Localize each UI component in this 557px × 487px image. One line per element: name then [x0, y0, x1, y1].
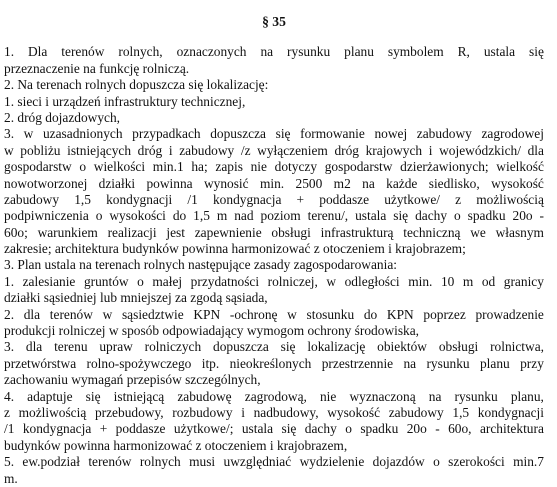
word: /1: [4, 421, 15, 437]
word: upraw: [99, 339, 133, 355]
text-line: 2. Na terenach rolnych dopuszcza się lokalizację:: [4, 77, 269, 93]
word: z: [4, 405, 10, 420]
word: o: [433, 454, 440, 470]
word: 1,5: [74, 191, 91, 207]
word: przebudowy,: [94, 405, 164, 420]
word: się: [275, 126, 291, 142]
word: -: [435, 421, 440, 437]
word: uwzględniać: [223, 454, 292, 470]
text-line: produkcji rolniczej w sposób odpowiadający wymogom ochrony środowiska,: [4, 323, 420, 339]
text-line: [4, 339, 544, 355]
word: Dla: [28, 44, 48, 60]
word: zapewnienie: [194, 224, 262, 240]
word: /1: [187, 191, 198, 207]
word: poziom: [260, 208, 301, 224]
word: o: [95, 208, 103, 224]
word: się: [393, 208, 409, 224]
word: zalesianie: [22, 273, 76, 289]
word: gruntów: [83, 273, 129, 289]
word: uzasadnionych: [42, 126, 123, 142]
text-line: działki sąsiedniej lub mniejszej za zgodą sąsiada,: [4, 290, 268, 306]
word: każde: [386, 175, 418, 191]
word: obsługi: [271, 224, 311, 240]
word: planu: [479, 355, 510, 371]
word: się: [281, 421, 297, 437]
word: zagrodową,: [244, 388, 307, 404]
word: gospodarstw: [4, 159, 72, 175]
word: na: [362, 175, 375, 191]
word: wysokość: [327, 405, 381, 420]
text-line: [4, 143, 544, 159]
word: zabudowę: [177, 388, 232, 404]
word: poddasze: [115, 421, 166, 437]
word: oznaczonych: [176, 44, 247, 60]
word: terenu/,: [307, 208, 349, 224]
word: 2500: [295, 175, 323, 191]
word: prowadzenie: [475, 306, 544, 322]
word: 3.: [4, 126, 15, 142]
word: rysunku: [287, 44, 331, 60]
word: o: [453, 208, 461, 224]
word: dopuszcza: [213, 339, 269, 355]
word: obsługi: [438, 339, 479, 355]
word: infrastrukturą: [320, 224, 394, 240]
word: wydzielenie: [299, 454, 365, 470]
word: małej: [152, 273, 183, 289]
word: 1,5: [193, 208, 210, 224]
word: działki: [98, 175, 136, 191]
word: musi: [189, 454, 216, 470]
word: 20o: [406, 421, 427, 437]
text-line: zakresie; architektura budynków powinna harmonizować z otoczeniem i krajobrazem;: [4, 241, 466, 257]
word: terenów: [88, 454, 132, 470]
word: m: [216, 208, 228, 224]
word: min.7: [513, 454, 544, 470]
word: wysokości: [109, 208, 166, 224]
word: planu: [344, 44, 374, 60]
word: szerokości: [448, 454, 505, 470]
word: dopuszcza: [210, 126, 266, 142]
word: 60o;: [4, 224, 28, 240]
word: realizacji: [107, 224, 157, 240]
word: architektura: [479, 421, 544, 437]
word: 2.: [4, 306, 15, 322]
word: możliwością: [476, 191, 544, 207]
word: wojewódzkich/: [439, 142, 521, 158]
word: w: [23, 126, 34, 142]
word: 1,5: [452, 405, 470, 420]
word: nadbudowy,: [253, 405, 319, 420]
text-line: [4, 405, 544, 421]
word: użytkowe/;: [173, 421, 234, 437]
word: do: [172, 208, 187, 224]
word: nieokreślonych: [229, 355, 312, 371]
word: do: [363, 306, 378, 322]
word: terenu: [54, 339, 88, 355]
word: na: [260, 44, 274, 60]
section-heading: § 35: [262, 14, 286, 29]
word: rysunku: [454, 388, 498, 404]
word: granicy: [503, 273, 544, 289]
word: 60o,: [448, 421, 472, 437]
word: wyznaczoną: [349, 388, 416, 404]
word: 10: [440, 273, 455, 289]
word: 3.: [4, 339, 15, 355]
word: nie: [319, 388, 337, 404]
word: odległości: [344, 273, 400, 289]
word: dzierżawionych;: [400, 159, 489, 175]
word: m2: [333, 175, 351, 191]
word: formowanie: [300, 126, 365, 142]
word: użytkowe/: [384, 191, 440, 207]
word: jest: [166, 224, 185, 240]
text-line: [4, 192, 544, 208]
word: +: [99, 421, 108, 437]
word: o: [137, 273, 144, 289]
word: dachy: [304, 421, 337, 437]
word: rolniczych: [144, 339, 202, 355]
document-body: [4, 44, 544, 487]
word: spadku: [467, 208, 506, 224]
word: nad: [234, 208, 254, 224]
text-line: [4, 126, 544, 142]
word: zabudowy: [416, 126, 472, 142]
word: min.: [408, 273, 433, 289]
word: istniejącą: [113, 388, 165, 404]
word: zabudowy: [179, 142, 235, 158]
word: przestrzennie: [321, 355, 394, 371]
word: wielkości: [93, 159, 146, 175]
word: we: [470, 224, 486, 240]
word: poprzez: [423, 306, 466, 322]
word: lokalizację: [307, 339, 366, 355]
word: ustala: [483, 44, 516, 60]
word: w: [4, 142, 14, 158]
text-line: [4, 274, 544, 290]
word: obiektów: [377, 339, 427, 355]
word: dojazdów: [372, 454, 425, 470]
word: zagrodowej: [481, 126, 544, 142]
text-line: [4, 421, 544, 437]
word: min.: [259, 175, 285, 191]
word: się: [529, 44, 544, 60]
text-line: [4, 389, 544, 405]
word: gospodarstw: [324, 159, 393, 175]
word: -: [539, 208, 544, 224]
word: nie: [250, 159, 267, 175]
word: dachy: [415, 208, 448, 224]
word: ha;: [191, 159, 208, 175]
word: 20o: [512, 208, 533, 224]
word: /z: [240, 142, 251, 158]
word: z: [455, 191, 462, 207]
word: w: [287, 306, 297, 322]
word: rysunku: [426, 355, 470, 371]
word: ustala: [355, 208, 387, 224]
word: symbolem: [387, 44, 444, 60]
word: itp.: [201, 355, 220, 371]
text-line: 3. Plan ustala na terenach rolnych następujące zasady zagospodarowania:: [4, 257, 398, 273]
word: przy: [520, 355, 544, 371]
text-line: zachowaniu wymagań przepisów szczególnych,: [4, 372, 261, 388]
text-line: [4, 44, 544, 60]
word: 5.: [4, 454, 15, 470]
word: R,: [457, 44, 470, 60]
word: dla: [25, 339, 43, 355]
text-line: [4, 159, 544, 175]
word: dróg: [334, 142, 359, 158]
text-line: [4, 208, 544, 224]
word: przypadkach: [132, 126, 201, 142]
word: się: [280, 339, 296, 355]
word: ew.podział: [22, 454, 80, 470]
word: rolno-spożywczego: [86, 355, 192, 371]
word: nowej: [374, 126, 408, 142]
word: siedlisko,: [428, 175, 480, 191]
word: rozbudowy: [172, 405, 233, 420]
text-line: przeznaczenie na funkcję rolniczą.: [4, 60, 190, 76]
word: zabudowy: [4, 191, 60, 207]
word: stosunku: [306, 306, 355, 322]
word: pobliżu: [20, 142, 61, 158]
word: KPN: [386, 306, 414, 322]
text-line: [4, 307, 544, 323]
word: kondygnacji: [106, 191, 173, 207]
word: 1.: [4, 273, 15, 289]
word: terenów: [49, 306, 93, 322]
word: 4.: [4, 388, 15, 404]
word: rolniczej,: [267, 273, 318, 289]
word: dotyczy: [274, 159, 318, 175]
word: powinna: [146, 175, 193, 191]
word: adaptuje: [27, 388, 73, 404]
text-line: [4, 356, 544, 372]
word: spadku: [360, 421, 399, 437]
word: kondygnacji: [477, 405, 544, 420]
word: przetwórstwa: [4, 355, 77, 371]
word: rolnictwa,: [490, 339, 544, 355]
word: warunkiem: [37, 224, 98, 240]
word: +: [296, 191, 305, 207]
word: w: [102, 306, 113, 322]
word: wynosić: [203, 175, 249, 191]
word: własnym: [495, 224, 544, 240]
word: nowotworzonej: [4, 175, 88, 191]
word: istniejących: [67, 142, 132, 158]
word: możliwością: [18, 405, 87, 420]
word: -ochronę: [229, 306, 278, 322]
word: terenów: [61, 44, 105, 60]
word: zabudowy: [388, 405, 444, 420]
word: przydatności: [190, 273, 260, 289]
text-line: budynków powinna harmonizować z otoczeniem i krajobrazem,: [4, 437, 348, 453]
word: dla: [23, 306, 41, 322]
word: sąsiedztwie: [121, 306, 184, 322]
word: rolnych,: [118, 44, 163, 60]
word: kondygnacja: [212, 191, 282, 207]
word: krajowych: [365, 142, 423, 158]
word: się: [85, 388, 101, 404]
word: m: [462, 273, 474, 289]
word: i: [168, 142, 173, 158]
text-line: [4, 225, 544, 241]
word: wyłączeniem: [257, 142, 328, 158]
word: wysokość: [491, 175, 544, 191]
word: zapis: [215, 159, 243, 175]
text-line: m.: [4, 470, 18, 486]
word: od: [481, 273, 496, 289]
word: 1.: [4, 44, 15, 60]
word: techniczną: [403, 224, 461, 240]
word: min.1: [152, 159, 184, 175]
text-line: 1. sieci i urządzeń infrastruktury technicznej,: [4, 93, 246, 109]
word: i: [241, 405, 245, 420]
word: o: [345, 421, 352, 437]
text-line: [4, 176, 544, 192]
word: o: [79, 159, 87, 175]
text-line: [4, 454, 544, 470]
word: na: [403, 355, 417, 371]
word: poddasze: [319, 191, 370, 207]
word: w: [326, 273, 337, 289]
word: planu,: [510, 388, 544, 404]
word: dróg: [137, 142, 163, 158]
word: ustala: [241, 421, 274, 437]
word: podpiwniczenia: [4, 208, 89, 224]
word: dla: [527, 142, 544, 158]
text-line: 2. dróg dojazdowych,: [4, 109, 121, 125]
word: wielkość: [496, 159, 544, 175]
word: rolnych: [139, 454, 181, 470]
word: kondygnacja: [22, 421, 92, 437]
word: KPN: [193, 306, 221, 322]
word: na: [428, 388, 442, 404]
word: i: [428, 142, 433, 158]
